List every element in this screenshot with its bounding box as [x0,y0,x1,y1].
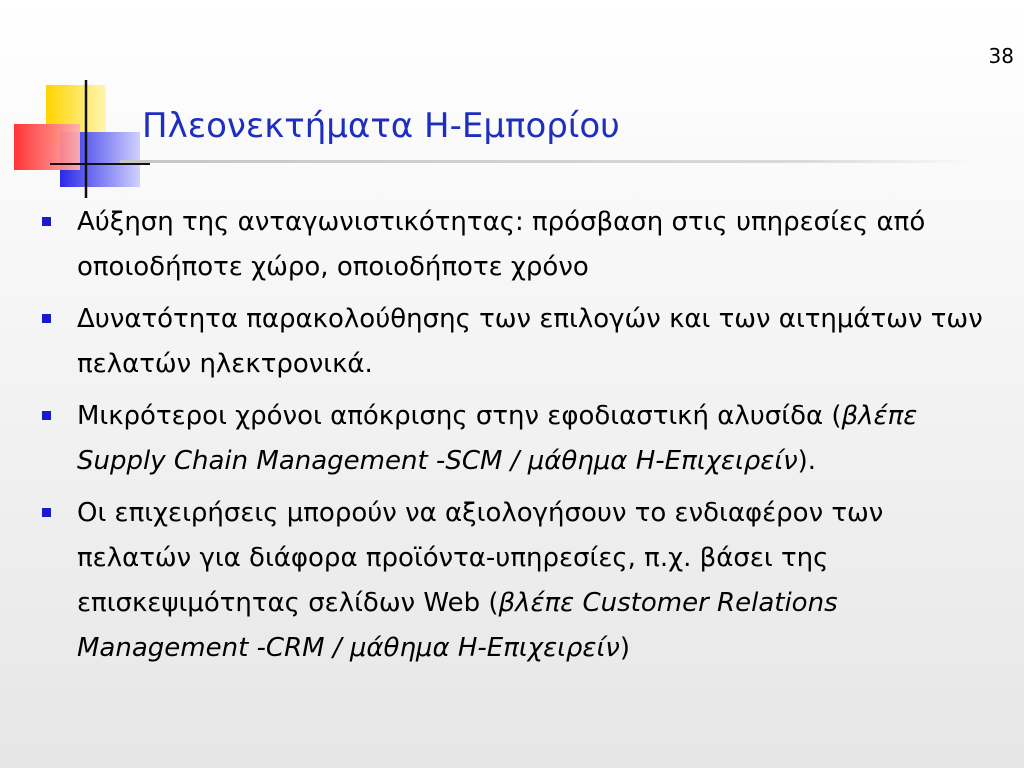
decorative-squares-logo [10,80,150,200]
slide-title: Πλεονεκτήματα Η-Εμπορίου [142,106,620,146]
bullet-item [40,297,990,387]
title-underline [120,160,972,163]
bullet-italic-reference: βλέπε Supply Chain Management -SCM / μάθημα Η-Επιχειρείν [77,401,918,476]
bullet-italic-reference: βλέπε Customer Relations Management -CRM / μάθημα Η-Επιχειρείν [77,588,838,663]
bullet-list [40,200,990,678]
bullet-marker [42,411,51,420]
bullet-item [40,491,990,671]
bullet-text: Δυνατότητα παρακολούθησης των επιλογών και των αιτημάτων των πελατών ηλεκτρονικά. [77,304,983,379]
bullet-text: Οι επιχειρήσεις μπορούν να αξιολογήσουν το ενδιαφέρον των πελατών για διάφορα προϊόντα-υπηρεσίες, π.χ. βάσει της επισκεψιμότητας σελίδων Web ( [77,498,884,618]
bullet-marker [42,314,51,323]
bullet-text: Μικρότεροι χρόνοι απόκρισης στην εφοδιαστική αλυσίδα ( [77,401,842,431]
bullet-text-end: ). [797,446,817,476]
bullet-item [40,200,990,290]
bullet-item [40,394,990,484]
page-number: 38 [988,44,1014,68]
bullet-text-end: ) [619,633,630,663]
bullet-marker [42,217,51,226]
bullet-text: Αύξηση της ανταγωνιστικότητας: πρόσβαση στις υπηρεσίες από οποιοδήποτε χώρο, οποιοδήποτε χρόνο [77,207,926,282]
bullet-marker [42,508,51,517]
